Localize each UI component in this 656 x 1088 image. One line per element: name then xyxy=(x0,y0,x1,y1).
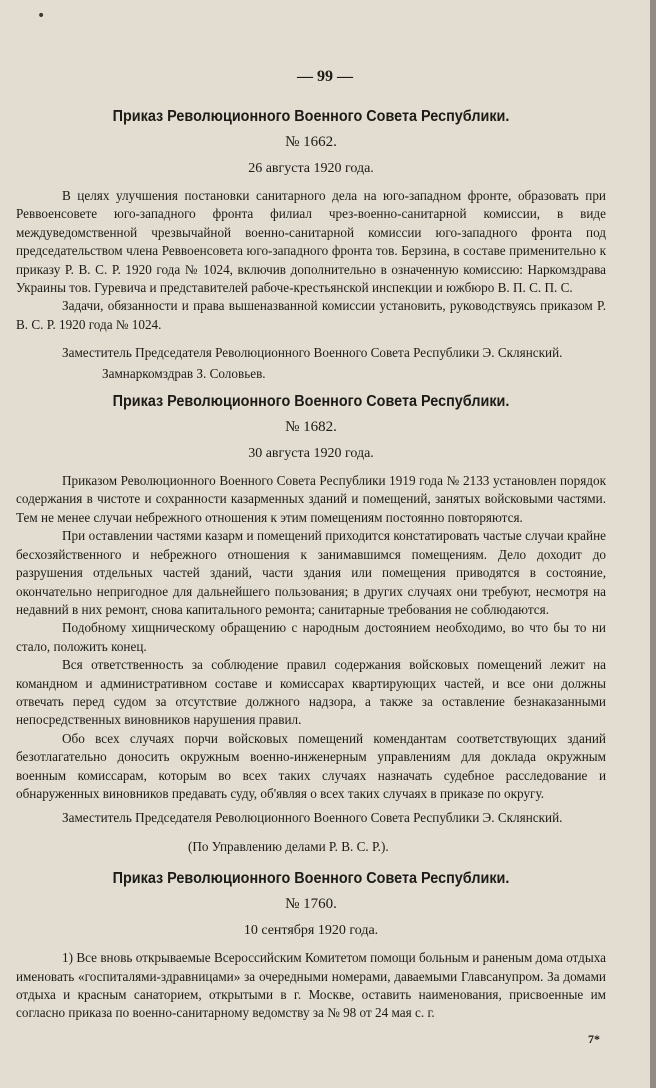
signature-deputy-commissar: Замнаркомздрав З. Соловьев. xyxy=(102,365,266,381)
order-number: № 1760. xyxy=(285,896,337,913)
corner-mark: • xyxy=(37,8,46,24)
page-number: — 99 — xyxy=(297,68,353,85)
order-paragraph: Вся ответственность за соблюдение правил содержания войсковых помещений лежит на командном и административном составе и комиссарах квартирующих частей, и все они должны отвечать перед судом за отсутствие должного надзора, а также за оставление безнаказанными непосредственных виновников нарушения правил. xyxy=(16,657,606,728)
order-paragraph: Подобному хищническому обращению с народным достоянием необходимо, во что бы то ни стало, положить конец. xyxy=(16,620,606,654)
order-1760 xyxy=(16,870,606,1023)
order-date: 26 августа 1920 года. xyxy=(248,161,374,176)
order-title: Приказ Революционного Военного Совета Республики. xyxy=(112,393,510,411)
order-paragraph: 1) Все вновь открываемые Всероссийским Комитетом помощи больным и раненым дома отдыха именовать «госпиталями-здравницами» за очередными номерами, даваемыми Главсанупром. За домами отдыха и красным санаторием, открытыми в г. Москве, оставить наименования, присвоенные им согласно приказа по военно-санитарному ведомству за № 98 от 24 мая с. г. xyxy=(16,950,606,1021)
order-date: 10 сентября 1920 года. xyxy=(243,923,379,939)
order-paragraph: Задачи, обязанности и права вышеназванной комиссии установить, руководствуясь приказом Р. В. С. Р. 1920 года № 1024. xyxy=(16,298,606,332)
order-number: № 1662. xyxy=(285,134,337,150)
order-title: Приказ Революционного Военного Совета Республики. xyxy=(112,108,510,125)
page-content xyxy=(16,108,606,1023)
signature-deputy-chairman: Заместитель Председателя Революционного Военного Совета Республики Э. Склянский. xyxy=(62,345,563,361)
order-date: 30 августа 1920 года. xyxy=(248,446,374,462)
order-title: Приказ Революционного Военного Совета Республики. xyxy=(112,870,510,888)
order-1662 xyxy=(16,108,606,383)
signature-mark: 7* xyxy=(588,1032,600,1046)
signature-deputy-chairman: Заместитель Председателя Революционного Военного Совета Республики Э. Склянский. xyxy=(62,810,563,826)
order-number: № 1682. xyxy=(285,419,337,436)
order-1682 xyxy=(16,393,606,856)
signature-administration: (По Управлению делами Р. В. С. Р.). xyxy=(188,838,389,854)
order-paragraph: Обо всех случаях порчи войсковых помещений комендантам соответствующих зданий безотлагательно доносить окружным военно-инженерным управлениям для доклада окружным военным комиссарам, которым во всех таких случаях назначать судебное расследование и обнаруженных виновников предавать суду, об'являя о всех таких случаях в приказе по округу. xyxy=(16,730,606,801)
order-paragraph: Приказом Революционного Военного Совета Республики 1919 года № 2133 установлен порядок содержания в чистоте и сохранности казарменных зданий и помещений, занятых войсковыми частями. Тем не менее случаи небрежного отношения к этим помещениям постоянно повторяются. xyxy=(16,473,606,525)
order-paragraph: При оставлении частями казарм и помещений приходится констатировать частые случаи крайне бесхозяйственного и небрежного отношения к занимавшимся помещениям. Дело доходит до разрушения отдельных частей зданий, части здания или помещения приводятся в состояние, окончательно непригодное для дальнейшего пользования; в других случаях они требуют, несмотря на недавний в них ремонт, снова капитального ремонта; санитарные требования не соблюдаются. xyxy=(16,528,606,617)
order-paragraph: В целях улучшения постановки санитарного дела на юго-западном фронте, образовать при Реввоенсовете юго-западного фронта филиал чрез-военно-санитарной комиссии, в виде междуведомственной чрезвычайной военно-санитарной комиссии юго-западного фронта под председательством члена Реввоенсовета юго-западного фронта тов. Берзина, в составе применительно к приказу Р. В. С. Р. 1920 года № 1024, включив дополнительно в означенную комиссию: Наркомздрава Украины тов. Гуревича и представителей рабоче-крестьянской инспекции и южбюро В. П. С. П. С. xyxy=(16,188,606,296)
